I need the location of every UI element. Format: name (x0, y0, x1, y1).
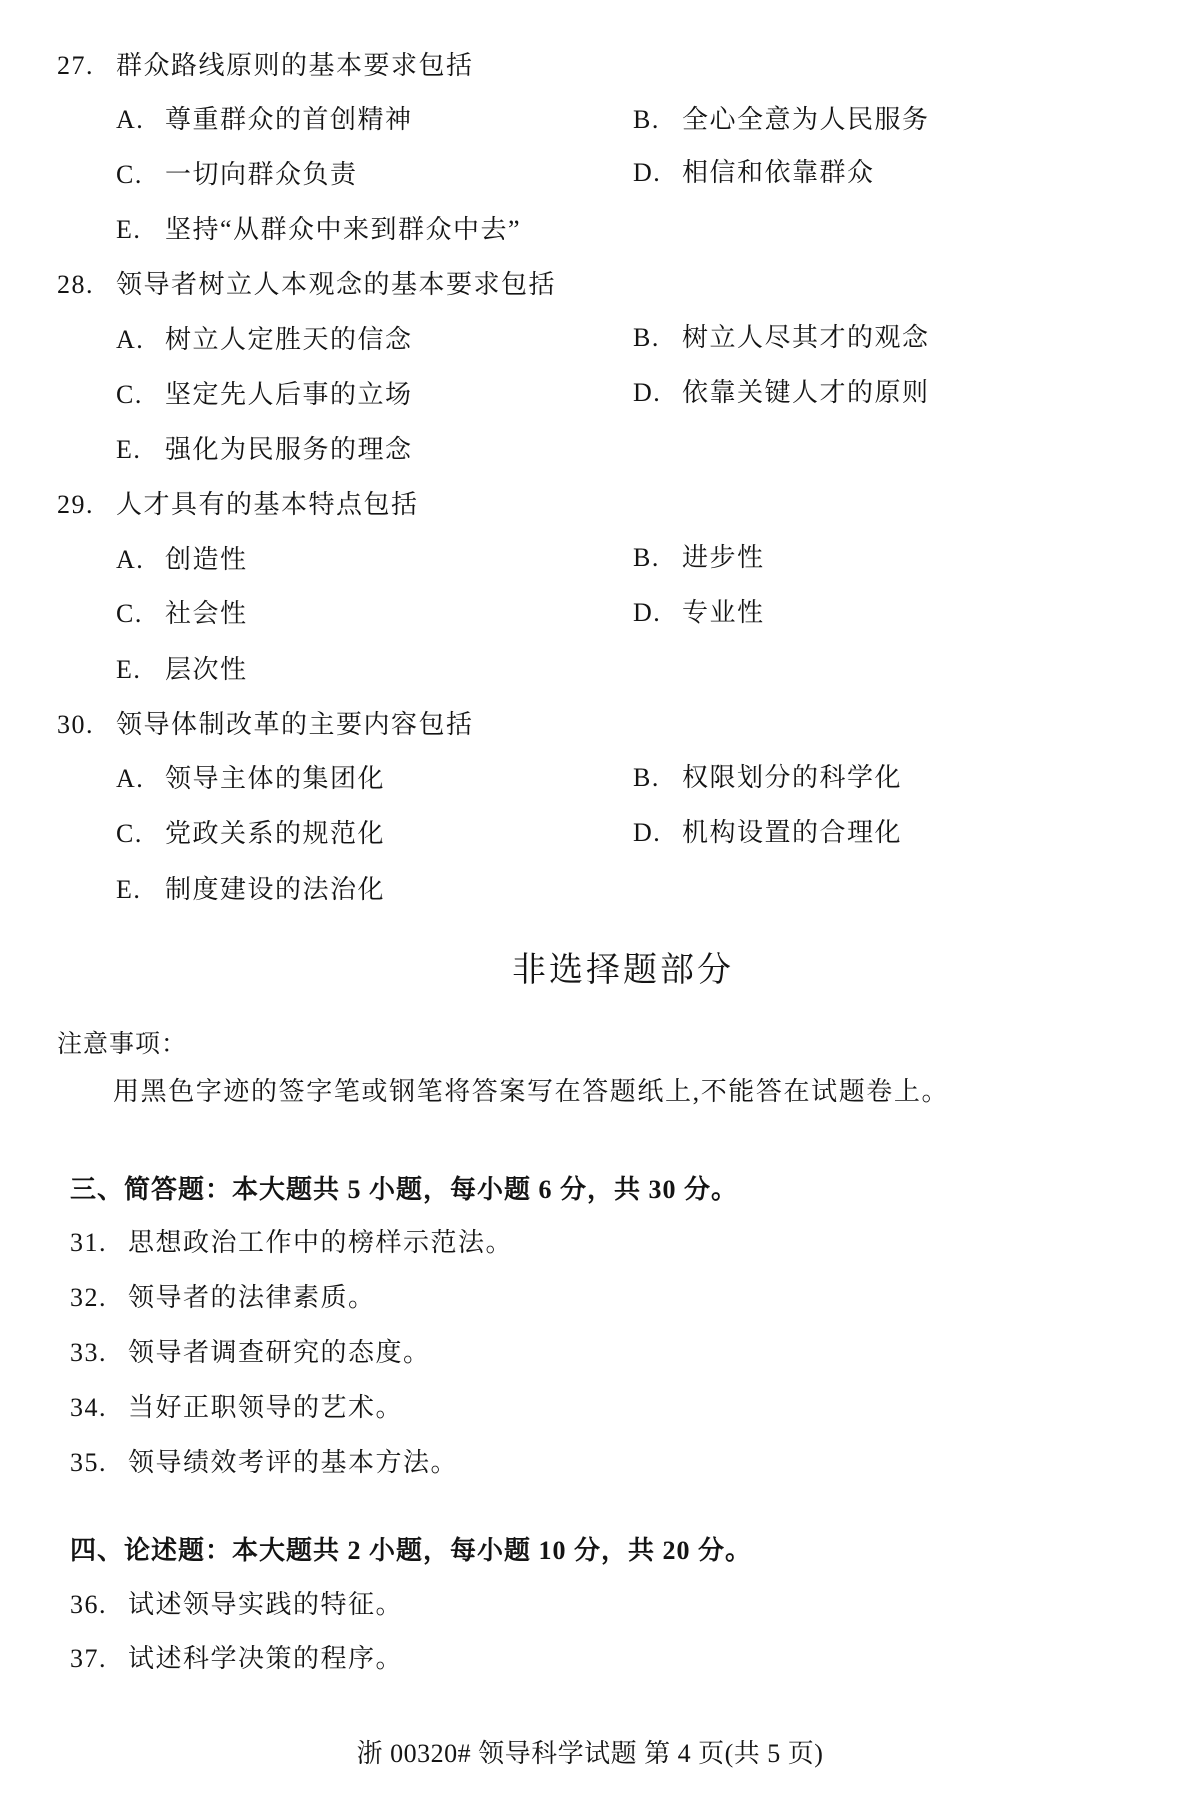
question-number: 37. (70, 1644, 107, 1673)
question-text: 试述科学决策的程序。 (128, 1644, 404, 1673)
question-number: 35. (70, 1448, 107, 1477)
option-letter: E. (116, 655, 142, 684)
option-letter: C. (116, 599, 143, 628)
question-text: 群众路线原则的基本要求包括 (116, 51, 474, 80)
page-footer: 浙 00320# 领导科学试题 第 4 页(共 5 页) (356, 1739, 824, 1768)
question-text: 思想政治工作中的榜样示范法。 (128, 1228, 514, 1257)
option-text: 领导主体的集团化 (165, 764, 386, 793)
option-letter: E. (116, 435, 142, 464)
question-31 (70, 1227, 1170, 1259)
option-letter: B. (633, 105, 660, 134)
option-letter: A. (116, 325, 145, 354)
question-36 (70, 1589, 1170, 1621)
question-number: 29. (57, 490, 94, 519)
option-text: 全心全意为人民服务 (682, 105, 930, 134)
option-text: 进步性 (682, 543, 765, 572)
question-number: 28. (57, 270, 94, 299)
question-34 (70, 1392, 1170, 1424)
question-number: 34. (70, 1393, 107, 1422)
option-text: 依靠关键人才的原则 (682, 378, 930, 407)
question-37 (70, 1643, 1170, 1675)
question-text: 试述领导实践的特征。 (128, 1590, 404, 1619)
question-number: 32. (70, 1283, 107, 1312)
question-text: 领导者树立人本观念的基本要求包括 (116, 270, 557, 299)
option-letter: D. (633, 598, 662, 627)
option-letter: A. (116, 545, 145, 574)
option-text: 创造性 (165, 545, 248, 574)
option-letter: A. (116, 764, 145, 793)
question-27-stem (57, 50, 1157, 82)
option-text: 权限划分的科学化 (682, 763, 903, 792)
question-30-stem (57, 709, 1157, 741)
question-28-stem (57, 269, 1157, 301)
option-letter: D. (633, 378, 662, 407)
option-letter: C. (116, 819, 143, 848)
question-number: 30. (57, 710, 94, 739)
question-text: 领导绩效考评的基本方法。 (128, 1448, 459, 1477)
option-letter: B. (633, 763, 660, 792)
question-text: 领导者调查研究的态度。 (128, 1338, 431, 1367)
question-text: 领导者的法律素质。 (128, 1283, 376, 1312)
option-text: 树立人定胜天的信念 (165, 325, 413, 354)
question-number: 31. (70, 1228, 107, 1257)
option-text: 党政关系的规范化 (165, 819, 386, 848)
option-text: 制度建设的法治化 (165, 875, 386, 904)
question-number: 27. (57, 51, 94, 80)
notice-text: 用黑色字迹的签字笔或钢笔将答案写在答题纸上,不能答在试题卷上。 (113, 1077, 950, 1106)
option-letter: C. (116, 380, 143, 409)
option-letter: D. (633, 158, 662, 187)
option-text: 相信和依靠群众 (682, 158, 875, 187)
option-text: 树立人尽其才的观念 (682, 323, 930, 352)
notice-label: 注意事项： (57, 1031, 188, 1058)
question-35 (70, 1447, 1170, 1479)
question-text: 人才具有的基本特点包括 (116, 490, 419, 519)
question-number: 33. (70, 1338, 107, 1367)
option-letter: D. (633, 818, 662, 847)
option-letter: B. (633, 543, 660, 572)
option-text: 强化为民服务的理念 (165, 435, 413, 464)
option-text: 专业性 (682, 598, 765, 627)
section-title: 非选择题部分 (512, 952, 734, 989)
option-text: 坚定先人后事的立场 (165, 380, 413, 409)
option-letter: C. (116, 160, 143, 189)
option-text: 层次性 (165, 655, 248, 684)
option-letter: B. (633, 323, 660, 352)
option-letter: A. (116, 105, 145, 134)
question-text: 领导体制改革的主要内容包括 (116, 710, 474, 739)
question-32 (70, 1282, 1170, 1314)
option-letter: E. (116, 215, 142, 244)
option-text: 社会性 (165, 599, 248, 628)
option-text: 机构设置的合理化 (682, 818, 903, 847)
option-text: 坚持“从群众中来到群众中去” (165, 215, 522, 244)
option-text: 尊重群众的首创精神 (165, 105, 413, 134)
question-29-stem (57, 489, 1157, 521)
essay-heading: 四、论述题：本大题共 2 小题，每小题 10 分，共 20 分。 (70, 1536, 753, 1565)
short-answer-heading: 三、简答题：本大题共 5 小题，每小题 6 分，共 30 分。 (70, 1175, 739, 1204)
question-33 (70, 1337, 1170, 1369)
option-text: 一切向群众负责 (165, 160, 358, 189)
option-letter: E. (116, 875, 142, 904)
question-text: 当好正职领导的艺术。 (128, 1393, 404, 1422)
question-number: 36. (70, 1590, 107, 1619)
